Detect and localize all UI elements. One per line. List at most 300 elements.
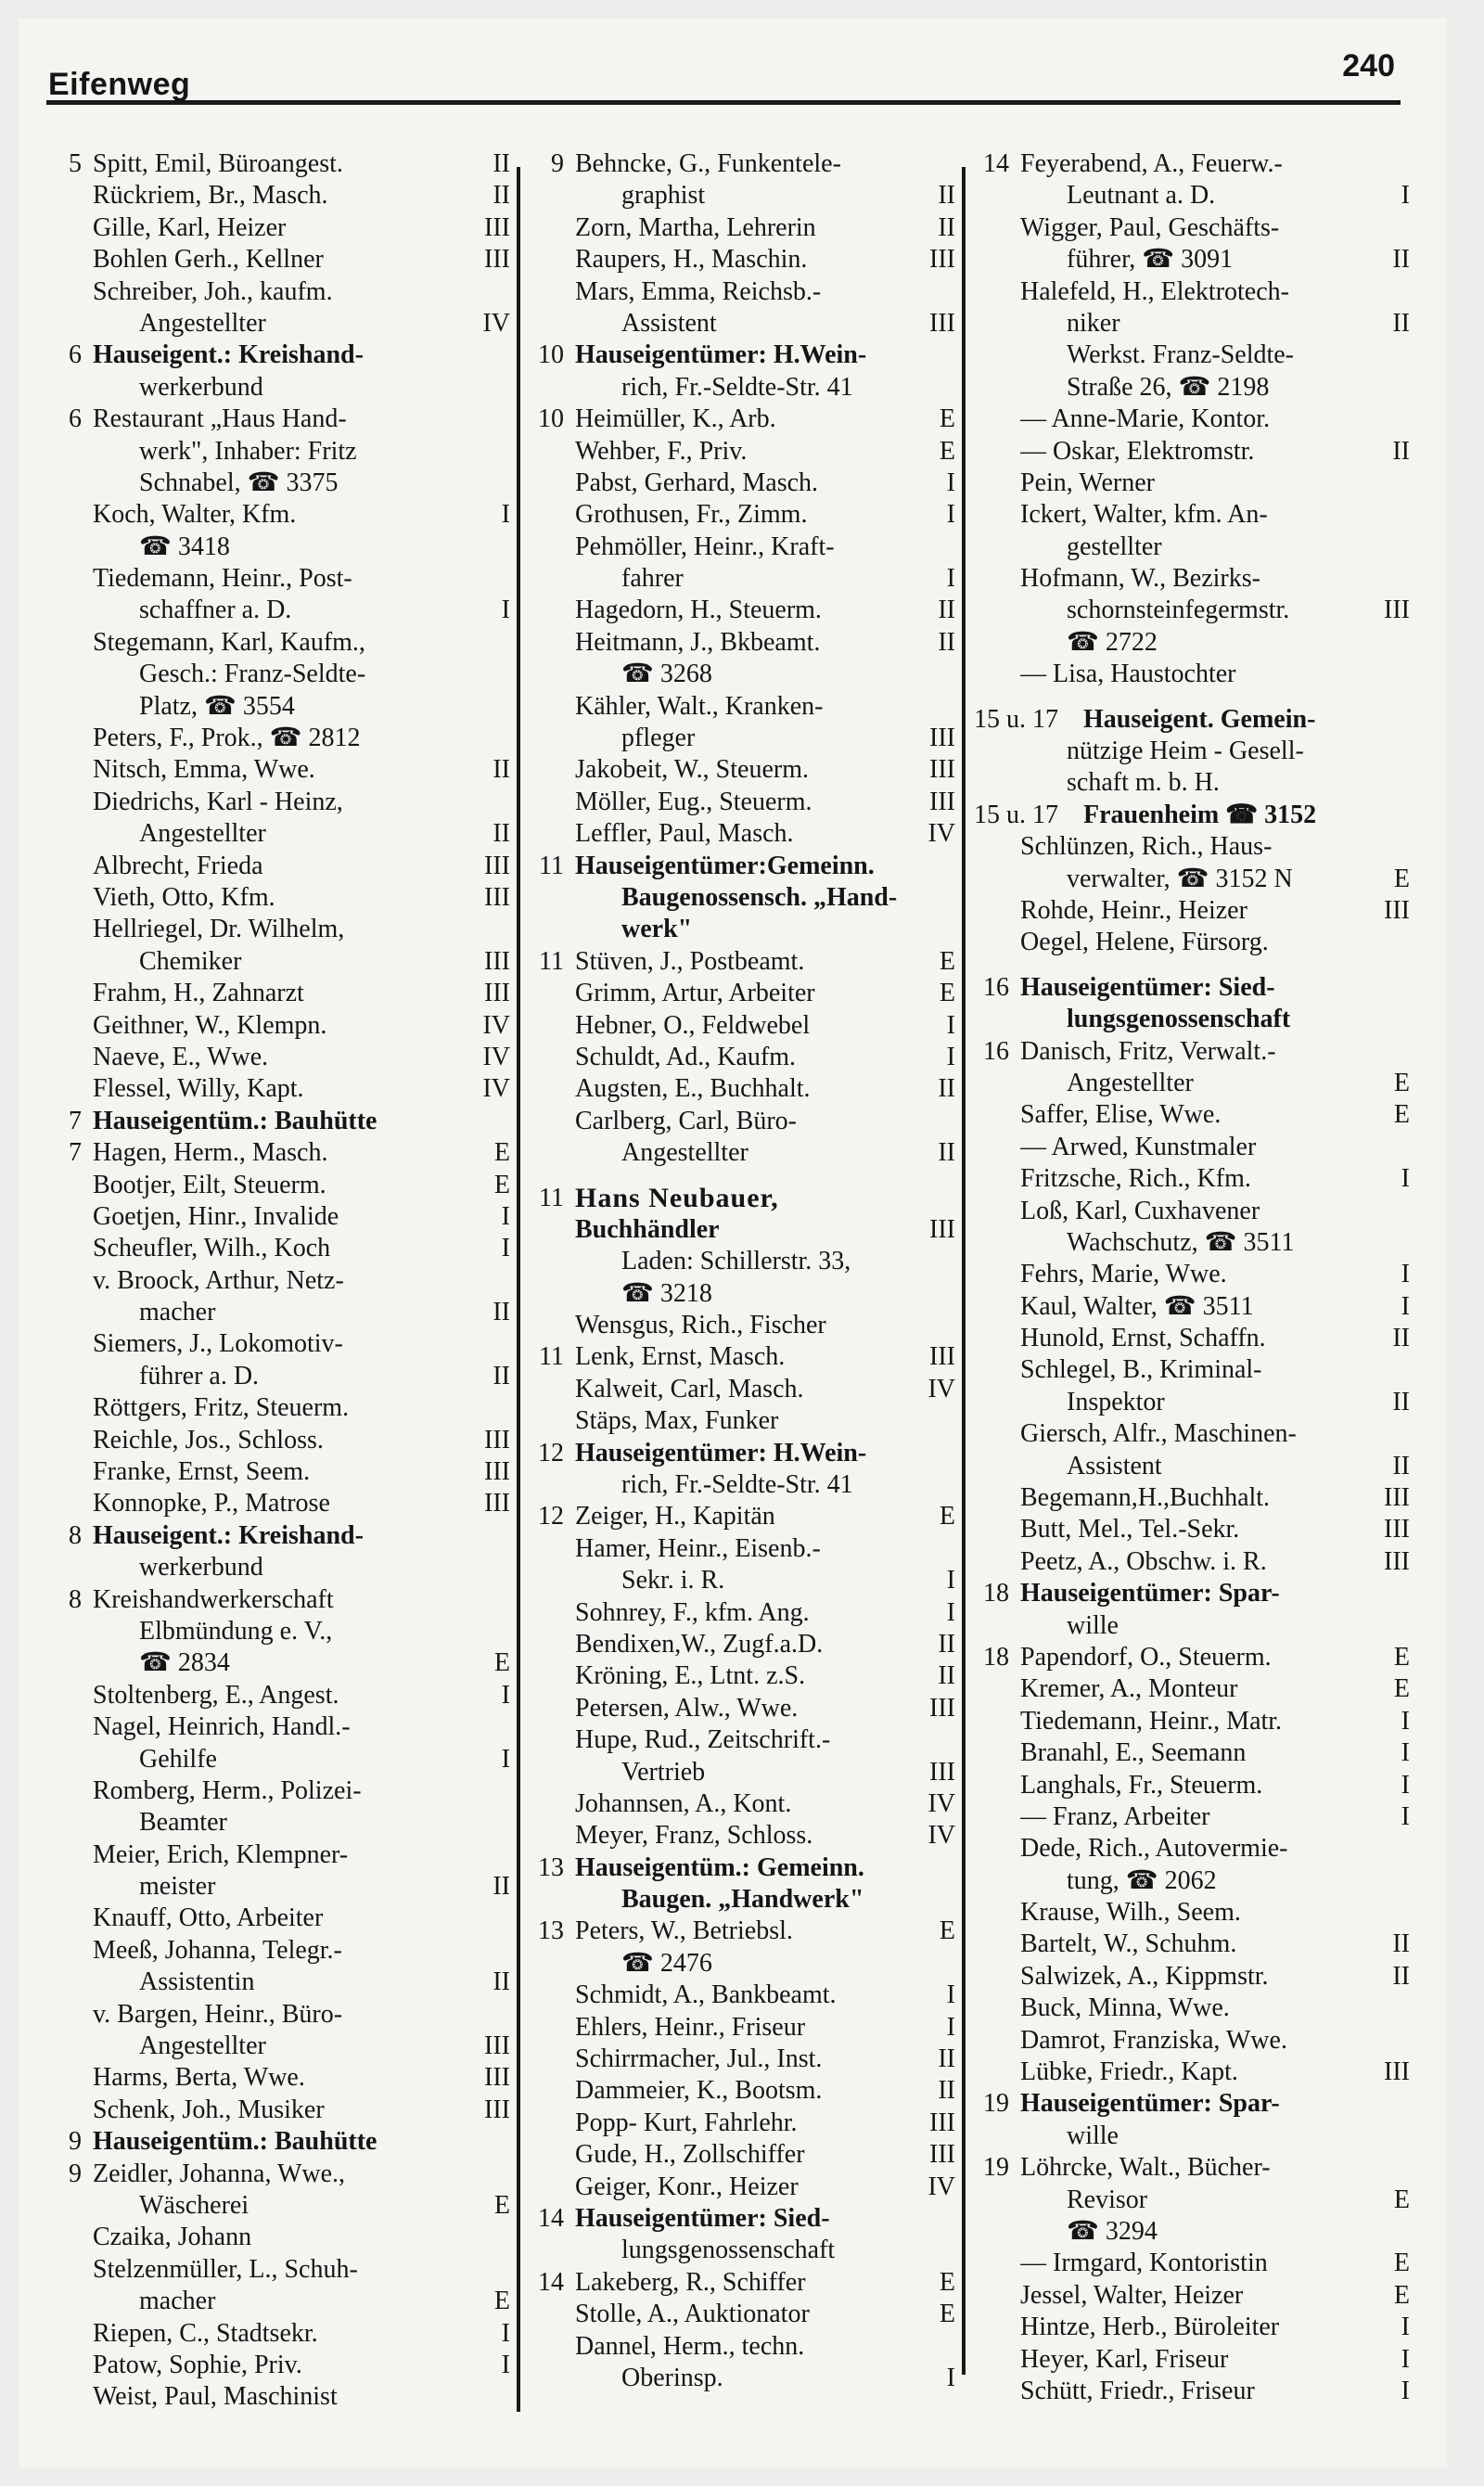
directory-entry <box>46 723 510 754</box>
entry-class: III <box>1384 895 1410 925</box>
entry-text: Werkst. Franz-Seldte- <box>1067 340 1294 370</box>
directory-entry <box>974 1323 1410 1354</box>
directory-entry <box>46 818 510 850</box>
directory-entry <box>46 2159 510 2190</box>
entry-class: II <box>1392 1961 1410 1991</box>
entry-text: Stelzenmüller, L., Schuh- <box>93 2254 358 2284</box>
entry-text: Bootjer, Eilt, Steuerm. <box>93 1170 326 1199</box>
directory-entry <box>974 927 1410 958</box>
entry-text: Frahm, H., Zahnarzt <box>93 979 304 1008</box>
entry-class: E <box>493 2287 510 2316</box>
entry-text: Naeve, E., Wwe. <box>93 1042 269 1071</box>
house-number: 11 <box>539 946 564 976</box>
entry-text: Nitsch, Emma, Wwe. <box>93 755 315 785</box>
entry-text: ☎ 2476 <box>621 1948 712 1978</box>
house-number: 15 u. 17 <box>974 800 1058 829</box>
entry-class: II <box>493 1872 510 1902</box>
entry-class: E <box>939 436 955 466</box>
entry-text: Hupe, Rud., Zeitschrift.- <box>575 1725 831 1755</box>
house-number: 7 <box>69 1138 82 1168</box>
directory-entry <box>46 595 510 626</box>
entry-text: Konnopke, P., Matrose <box>93 1489 330 1519</box>
entry-text: Dammeier, K., Bootsm. <box>575 2076 823 2106</box>
entry-text: wille <box>1067 2121 1119 2150</box>
entry-text: Butt, Mel., Tel.-Sekr. <box>1020 1515 1240 1544</box>
entry-class: III <box>929 2140 955 2170</box>
entry-text: Kreishandwerkerschaft <box>93 1584 334 1614</box>
entry-text: Buck, Minna, Wwe. <box>1020 1993 1230 2023</box>
entry-text: Czaika, Johann <box>93 2223 252 2252</box>
house-number: 6 <box>69 340 82 370</box>
entry-text: Hagedorn, H., Steuerm. <box>575 596 822 625</box>
entry-class: E <box>939 2267 955 2297</box>
entry-class: III <box>929 787 955 816</box>
entry-text: Riepen, C., Stadtsekr. <box>93 2318 318 2348</box>
directory-entry <box>529 1246 955 1277</box>
directory-entry <box>46 1711 510 1743</box>
directory-entry <box>529 1469 955 1501</box>
directory-entry <box>46 148 510 180</box>
directory-entry <box>529 2108 955 2139</box>
entry-class: I <box>946 1597 955 1627</box>
entry-text: Schlünzen, Rich., Haus- <box>1020 832 1273 862</box>
directory-entry <box>974 767 1410 799</box>
entry-text: Popp- Kurt, Fahrlehr. <box>575 2108 798 2137</box>
entry-text: Hauseigentümer: Spar- <box>1020 2089 1280 2119</box>
directory-entry <box>529 2075 955 2107</box>
directory-entry <box>46 1073 510 1105</box>
directory-entry <box>974 800 1410 831</box>
entry-class: I <box>1401 1770 1410 1800</box>
entry-class: II <box>938 2044 955 2074</box>
directory-entry <box>46 1425 510 1456</box>
entry-text: — Irmgard, Kontoristin <box>1020 2249 1268 2278</box>
entry-class: II <box>938 212 955 242</box>
house-number: 16 <box>983 972 1009 1002</box>
directory-entry <box>46 1999 510 2031</box>
entry-class: III <box>929 1693 955 1723</box>
directory-entry <box>529 499 955 531</box>
entry-class: III <box>484 1457 510 1487</box>
entry-text: führer a. D. <box>139 1361 260 1390</box>
entry-text: Vieth, Otto, Kfm. <box>93 882 275 912</box>
entry-text: werk" <box>621 915 693 944</box>
entry-class: IV <box>928 1374 955 1403</box>
directory-entry <box>46 2190 510 2222</box>
entry-text: Rückriem, Br., Masch. <box>93 181 328 211</box>
directory-entry <box>974 1227 1410 1259</box>
entry-class: II <box>493 1361 510 1390</box>
directory-entry <box>974 1099 1410 1131</box>
entry-text: Straße 26, ☎ 2198 <box>1067 372 1270 402</box>
entry-class: IV <box>928 2172 955 2201</box>
directory-entry <box>529 180 955 211</box>
column-divider <box>517 167 520 2412</box>
directory-entry <box>974 831 1410 863</box>
directory-entry <box>974 2216 1410 2248</box>
entry-class: I <box>501 596 510 625</box>
entry-text: Feyerabend, A., Feuerw.- <box>1020 149 1283 178</box>
entry-text: lungsgenossenschaft <box>1067 1005 1291 1034</box>
entry-class: II <box>938 1138 955 1168</box>
directory-entry <box>46 2031 510 2062</box>
directory-entry <box>46 754 510 786</box>
directory-entry <box>46 659 510 690</box>
entry-text: macher <box>139 1298 216 1327</box>
directory-entry <box>529 627 955 659</box>
entry-text: Stoltenberg, E., Angest. <box>93 1680 339 1710</box>
entry-text: Schirrmacher, Jul., Inst. <box>575 2044 823 2074</box>
directory-entry <box>974 2376 1410 2407</box>
entry-text: ☎ 3268 <box>621 660 712 689</box>
entry-text: Franke, Ernst, Seem. <box>93 1457 311 1487</box>
directory-entry <box>974 276 1410 308</box>
entry-text: verwalter, ☎ 3152 N <box>1067 864 1293 893</box>
entry-class: I <box>1401 2376 1410 2405</box>
house-number: 10 <box>538 404 564 434</box>
directory-entry <box>529 691 955 723</box>
entry-class: III <box>484 851 510 880</box>
entry-text: Flessel, Willy, Kapt. <box>93 1074 304 1104</box>
entry-class: E <box>939 946 955 976</box>
directory-entry <box>529 404 955 435</box>
directory-entry <box>974 659 1410 690</box>
entry-text: schaffner a. D. <box>139 596 292 625</box>
entry-text: Gude, H., Zollschiffer <box>575 2140 805 2170</box>
directory-entry <box>529 1341 955 1373</box>
entry-text: Petersen, Alw., Wwe. <box>575 1693 799 1723</box>
entry-class: II <box>938 181 955 211</box>
entry-text: werkerbund <box>139 372 263 402</box>
directory-entry <box>46 787 510 818</box>
directory-entry <box>46 1807 510 1839</box>
entry-class: II <box>938 627 955 657</box>
entry-text: Behncke, G., Funkentele- <box>575 149 841 178</box>
entry-class: II <box>938 2076 955 2106</box>
entry-class: III <box>484 2031 510 2061</box>
house-number: 13 <box>538 1916 564 1946</box>
entry-text: Angestellter <box>621 1138 748 1168</box>
directory-entry <box>46 1839 510 1871</box>
directory-entry <box>529 1788 955 1820</box>
entry-class: III <box>1384 1515 1410 1544</box>
entry-class: III <box>929 1342 955 1372</box>
entry-text: Zeiger, H., Kapitän <box>575 1502 775 1531</box>
entry-text: Heyer, Karl, Friseur <box>1020 2344 1229 2374</box>
entry-text: Dannel, Herm., techn. <box>575 2331 805 2361</box>
directory-entry <box>974 736 1410 767</box>
entry-text: Angestellter <box>139 2031 266 2061</box>
directory-entry <box>46 276 510 308</box>
entry-class: E <box>939 2300 955 2329</box>
street-name: Eifenweg <box>48 67 191 102</box>
entry-class: IV <box>482 308 510 338</box>
entry-class: E <box>1393 1068 1410 1097</box>
entry-text: Peters, F., Prok., ☎ 2812 <box>93 724 361 753</box>
directory-entry <box>46 1584 510 1616</box>
entry-text: Platz, ☎ 3554 <box>139 691 295 721</box>
entry-class: II <box>493 755 510 785</box>
entry-text: Hauseigentümer: H.Wein- <box>575 1438 867 1467</box>
directory-entry <box>974 148 1410 180</box>
entry-text: tung, ☎ 2062 <box>1067 1865 1217 1895</box>
entry-text: Johannsen, A., Kont. <box>575 1788 792 1818</box>
entry-text: Papendorf, O., Steuerm. <box>1020 1642 1272 1672</box>
directory-entry <box>46 2286 510 2317</box>
house-number: 9 <box>69 2159 82 2188</box>
entry-class: III <box>929 245 955 275</box>
directory-entry <box>46 2126 510 2158</box>
directory-entry <box>529 1310 955 1341</box>
entry-text: Buchhändler <box>575 1214 720 1244</box>
directory-entry <box>46 1010 510 1042</box>
entry-text: Schütt, Friedr., Friseur <box>1020 2376 1255 2405</box>
directory-entry <box>529 1438 955 1469</box>
directory-entry <box>974 2152 1410 2184</box>
entry-text: Stegemann, Karl, Kaufm., <box>93 627 365 657</box>
entry-class: I <box>1401 1738 1410 1768</box>
entry-text: werk", Inhaber: Fritz <box>139 436 357 466</box>
entry-text: Diedrichs, Karl - Heinz, <box>93 787 343 816</box>
entry-text: Röttgers, Fritz, Steuerm. <box>93 1393 350 1423</box>
directory-entry <box>46 1552 510 1583</box>
directory-entry <box>46 914 510 945</box>
directory-entry <box>529 563 955 595</box>
entry-text: Schnabel, ☎ 3375 <box>139 468 339 497</box>
entry-class: I <box>1401 1260 1410 1289</box>
directory-entry <box>46 627 510 659</box>
entry-text: Halefeld, H., Elektrotech- <box>1020 276 1289 306</box>
entry-text: Raupers, H., Maschin. <box>575 245 808 275</box>
directory-entry <box>974 1291 1410 1323</box>
directory-entry <box>974 2312 1410 2343</box>
directory-entry <box>46 1935 510 1967</box>
house-number: 14 <box>538 2267 564 2297</box>
entry-text: Gille, Karl, Heizer <box>93 212 287 242</box>
entry-class: III <box>1384 1483 1410 1513</box>
entry-class: III <box>484 1425 510 1454</box>
entry-class: II <box>1392 436 1410 466</box>
directory-entry <box>46 1201 510 1233</box>
directory-entry <box>46 946 510 978</box>
entry-class: E <box>1393 864 1410 893</box>
directory-entry <box>46 1170 510 1201</box>
directory-entry <box>974 1673 1410 1705</box>
directory-entry <box>529 308 955 340</box>
house-number: 11 <box>539 1342 564 1372</box>
entry-class: II <box>493 1298 510 1327</box>
entry-text: Wäscherei <box>139 2191 249 2220</box>
entry-text: Grimm, Artur, Arbeiter <box>575 979 815 1008</box>
entry-text: Lenk, Ernst, Masch. <box>575 1342 786 1372</box>
directory-entry <box>46 404 510 435</box>
entry-text: Geithner, W., Klempn. <box>93 1010 327 1040</box>
entry-text: Hofmann, W., Bezirks- <box>1020 564 1260 594</box>
directory-entry <box>974 895 1410 927</box>
directory-entry <box>529 787 955 818</box>
directory-entry <box>529 1073 955 1105</box>
entry-text: Pabst, Gerhard, Masch. <box>575 468 819 497</box>
house-number: 8 <box>69 1584 82 1614</box>
entry-text: Elbmündung e. V., <box>139 1616 333 1646</box>
directory-entry <box>529 468 955 499</box>
entry-class: II <box>493 1967 510 1997</box>
directory-entry <box>529 2235 955 2266</box>
directory-entry <box>974 1451 1410 1482</box>
entry-class: III <box>484 2095 510 2124</box>
directory-entry <box>974 595 1410 626</box>
directory-entry <box>529 2331 955 2363</box>
directory-entry <box>46 1967 510 1998</box>
entry-text: Damrot, Franziska, Wwe. <box>1020 2025 1287 2055</box>
directory-entry <box>974 1354 1410 1386</box>
entry-class: II <box>1392 1451 1410 1480</box>
entry-class: III <box>929 724 955 753</box>
directory-entry <box>46 1233 510 1264</box>
house-number: 19 <box>983 2153 1009 2183</box>
directory-entry <box>46 1680 510 1711</box>
entry-text: Oberinsp. <box>621 2363 723 2392</box>
entry-class: I <box>1401 1706 1410 1736</box>
entry-class: IV <box>928 819 955 849</box>
entry-spacer <box>974 959 1410 972</box>
entry-text: ☎ 2834 <box>139 1648 230 1678</box>
entry-class: IV <box>928 1821 955 1851</box>
entry-class: III <box>929 2108 955 2137</box>
directory-entry <box>974 1833 1410 1864</box>
house-number: 11 <box>539 1183 564 1212</box>
entry-text: v. Bargen, Heinr., Büro- <box>93 1999 343 2029</box>
entry-text: Tiedemann, Heinr., Matr. <box>1020 1706 1283 1736</box>
entry-text: Bohlen Gerh., Kellner <box>93 245 324 275</box>
house-number: 11 <box>539 851 564 880</box>
directory-entry <box>46 1903 510 1934</box>
house-number: 8 <box>69 1520 82 1550</box>
entry-class: E <box>493 2191 510 2220</box>
entry-text: Ehlers, Heinr., Friseur <box>575 2012 806 2042</box>
entry-class: I <box>501 1744 510 1774</box>
entry-text: Peetz, A., Obschw. i. R. <box>1020 1546 1267 1576</box>
entry-text: Zeidler, Johanna, Wwe., <box>93 2159 346 2188</box>
entry-text: — Franz, Arbeiter <box>1020 1801 1210 1831</box>
house-number: 9 <box>69 2127 82 2157</box>
entry-class: I <box>946 1980 955 2010</box>
entry-class: III <box>1384 2057 1410 2087</box>
directory-entry <box>974 704 1410 736</box>
directory-entry <box>974 340 1410 371</box>
entry-class: I <box>946 1042 955 1071</box>
directory-entry <box>46 2381 510 2413</box>
entry-text: fahrer <box>621 564 684 594</box>
entry-text: schornsteinfegermstr. <box>1067 596 1290 625</box>
entry-text: Grothusen, Fr., Zimm. <box>575 500 808 530</box>
entry-class: E <box>939 1502 955 1531</box>
directory-entry <box>974 1259 1410 1290</box>
entry-text: Hebner, O., Feldwebel <box>575 1010 811 1040</box>
house-number: 10 <box>538 340 564 370</box>
entry-class: I <box>946 564 955 594</box>
entry-text: Schreiber, Joh., kaufm. <box>93 276 333 306</box>
directory-entry <box>529 659 955 690</box>
entry-text: Weist, Paul, Maschinist <box>93 2382 338 2412</box>
directory-entry <box>46 1871 510 1903</box>
directory-entry <box>46 2254 510 2286</box>
directory-entry <box>974 2280 1410 2312</box>
directory-page <box>19 19 1447 2467</box>
entry-text: Schlegel, B., Kriminal- <box>1020 1355 1262 1385</box>
directory-entry <box>974 180 1410 211</box>
entry-text: Kremer, A., Monteur <box>1020 1674 1238 1704</box>
directory-entry <box>974 2057 1410 2088</box>
directory-entry <box>974 436 1410 468</box>
entry-class: E <box>493 1170 510 1199</box>
entry-text: ☎ 3218 <box>621 1278 712 1308</box>
directory-entry <box>974 1610 1410 1642</box>
entry-text: Hauseigentüm.: Bauhütte <box>93 2127 377 2157</box>
entry-text: Loß, Karl, Cuxhavener <box>1020 1196 1260 1225</box>
house-number: 16 <box>983 1036 1009 1066</box>
directory-entry <box>529 754 955 786</box>
entry-text: Restaurant „Haus Hand- <box>93 404 347 434</box>
entry-class: III <box>484 979 510 1008</box>
directory-entry <box>529 1852 955 1884</box>
entry-text: Knauff, Otto, Arbeiter <box>93 1903 324 1933</box>
column-1 <box>46 148 510 2440</box>
directory-entry <box>529 372 955 404</box>
house-number: 14 <box>538 2204 564 2233</box>
directory-entry <box>974 1993 1410 2024</box>
directory-entry <box>46 1488 510 1519</box>
directory-entry <box>974 1706 1410 1737</box>
directory-entry <box>974 1642 1410 1673</box>
entry-class: III <box>929 755 955 785</box>
entry-class: I <box>501 1680 510 1710</box>
entry-class: II <box>938 1074 955 1104</box>
entry-text: Pehmöller, Heinr., Kraft- <box>575 532 835 561</box>
entry-text: Bartelt, W., Schuhm. <box>1020 1929 1237 1959</box>
directory-entry <box>529 1757 955 1788</box>
entry-text: Meier, Erich, Klempner- <box>93 1839 349 1869</box>
directory-entry <box>529 1884 955 1916</box>
directory-entry <box>529 436 955 468</box>
directory-entry <box>46 2350 510 2381</box>
directory-entry <box>974 627 1410 659</box>
directory-entry <box>529 1980 955 2011</box>
entry-class: II <box>1392 1387 1410 1416</box>
page-header <box>46 35 1401 105</box>
directory-entry <box>46 372 510 404</box>
entry-text: Kröning, E., Ltnt. z.S. <box>575 1661 806 1691</box>
entry-text: Schuldt, Ad., Kaufm. <box>575 1042 796 1071</box>
directory-entry <box>974 1418 1410 1450</box>
entry-class: I <box>501 1201 510 1231</box>
entry-class: III <box>484 882 510 912</box>
entry-class: III <box>1384 596 1410 625</box>
directory-columns <box>46 148 1410 2440</box>
directory-entry <box>46 1744 510 1775</box>
entry-text: niker <box>1067 308 1120 338</box>
entry-text: Sekr. i. R. <box>621 1566 725 1595</box>
entry-class: III <box>484 1489 510 1519</box>
entry-class: I <box>946 2012 955 2042</box>
directory-entry <box>46 436 510 468</box>
entry-text: Angestellter <box>139 819 266 849</box>
directory-entry <box>974 1196 1410 1227</box>
directory-entry <box>46 851 510 882</box>
entry-text: Goetjen, Hinr., Invalide <box>93 1201 339 1231</box>
entry-text: Baugen. „Handwerk" <box>621 1885 864 1915</box>
directory-entry <box>46 2318 510 2350</box>
